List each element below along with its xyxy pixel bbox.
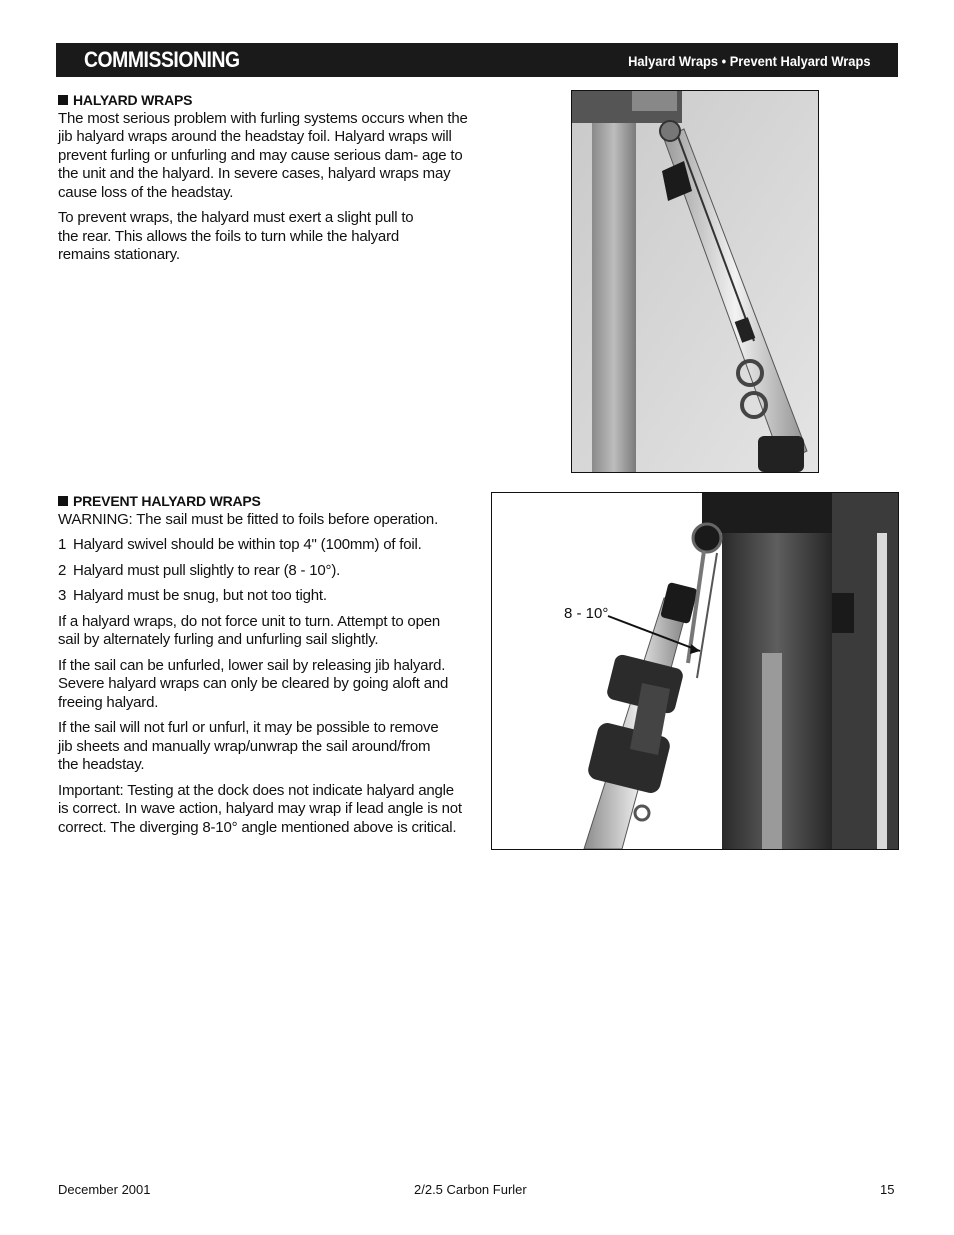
paragraph: If the sail will not furl or unfurl, it may be possible to remove jib sheets and manually wrap/unwrap the sail around/from the headstay. [58, 719, 439, 773]
prevent-wraps-section [58, 492, 478, 844]
paragraph: The most serious problem with furling systems occurs when the jib halyard wraps around the headstay foil. Halyard wraps will prevent furling or unfurling and may cause serious dam- age to the unit and the halyard. In severe cases, halyard wraps may cause loss of the headstay. [58, 109, 468, 201]
section-subtitle: Halyard Wraps • Prevent Halyard Wraps [627, 53, 870, 69]
paragraph: If the sail can be unfurled, lower sail by releasing jib halyard. Severe halyard wraps can only be cleared by going aloft and freeing halyard. [58, 656, 449, 711]
square-bullet-icon [58, 95, 68, 105]
footer-product: 2/2.5 Carbon Furler [414, 1182, 527, 1197]
square-bullet-icon [58, 496, 68, 506]
angle-label: 8 - 10° [564, 605, 609, 622]
step-item: 2 Halyard must pull slightly to rear (8 - 10°). [58, 561, 341, 579]
paragraph: To prevent wraps, the halyard must exert a slight pull to the rear. This allows the foils to turn while the halyard remains stationary. [58, 209, 414, 263]
halyard-angle-illustration [492, 493, 898, 849]
page-number: 15 [880, 1182, 895, 1197]
section-title: COMMISSIONING [84, 47, 240, 72]
halyard-wraps-section [58, 91, 468, 272]
paragraph: Important: Testing at the dock does not indicate halyard angle is correct. In wave action, halyard may wrap if lead angle is not correct. The diverging 8-10° angle mentioned above is critical. [58, 781, 462, 836]
halyard-swivel-photo [571, 90, 819, 473]
prevent-wraps-heading: PREVENT HALYARD WRAPS [58, 492, 478, 511]
halyard-swivel-illustration [572, 91, 818, 472]
paragraph: If a halyard wraps, do not force unit to turn. Attempt to open sail by alternately furling and unfurling sail slightly. [58, 612, 440, 648]
warning-text: WARNING: The sail must be fitted to foils before operation. [58, 510, 439, 528]
footer-date: December 2001 [58, 1182, 151, 1197]
step-item: 1 Halyard swivel should be within top 4" (100mm) of foil. [58, 536, 422, 553]
page-header [56, 43, 898, 77]
halyard-wraps-heading: HALYARD WRAPS [58, 91, 468, 110]
halyard-angle-photo [491, 492, 899, 850]
step-item: 3 Halyard must be snug, but not too tight. [58, 587, 327, 604]
